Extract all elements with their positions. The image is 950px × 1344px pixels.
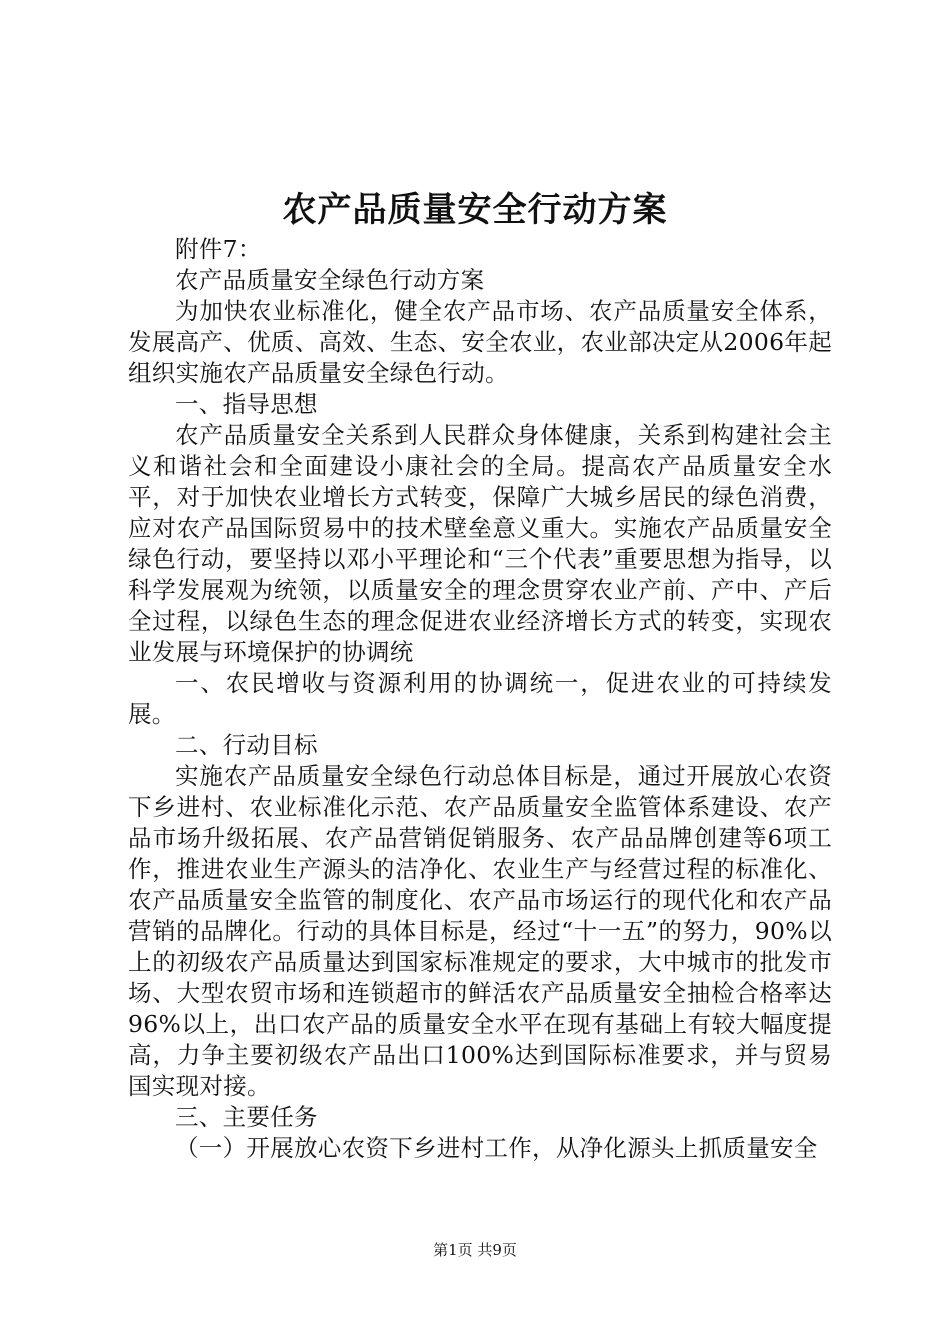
page-footer: 第1页 共9页 (433, 1241, 517, 1259)
paragraph-guiding-ideology: 农产品质量安全关系到人民群众身体健康，关系到构建社会主义和谐社会和全面建设小康社会的全局。提高农产品质量安全水平，对于加快农业增长方式转变，保障广大城乡居民的绿色消费，应对农产品国际贸易中的技术壁垒意义重大。实施农产品质量安全绿色行动，要坚持以邓小平理论和“三个代表”重要思想为指导，以科学发展观为统领，以质量安全的理念贯穿农业产前、产中、产后全过程，以绿色生态的理念促进农业经济增长方式的转变，实现农业发展与环境保护的协调统 (128, 421, 832, 666)
heading-guiding-ideology: 一、指导思想 (175, 390, 318, 418)
heading-action-goals: 二、行动目标 (175, 731, 318, 759)
paragraph-subtitle: 农产品质量安全绿色行动方案 (175, 266, 485, 294)
heading-main-tasks: 三、主要任务 (175, 1103, 318, 1131)
paragraph-attachment: 附件7： (175, 235, 262, 263)
paragraph-guiding-continued: 一、农民增收与资源利用的协调统一，促进农业的可持续发展。 (128, 669, 832, 728)
paragraph-task-one: （一）开展放心农资下乡进村工作，从净化源头上抓质量安全 (175, 1134, 818, 1162)
document-body (128, 234, 832, 1164)
paragraph-intro: 为加快农业标准化，健全农产品市场、农产品质量安全体系，发展高产、优质、高效、生态、安全农业，农业部决定从2006年起组织实施农产品质量安全绿色行动。 (128, 297, 832, 387)
document-title: 农产品质量安全行动方案 (282, 190, 668, 230)
paragraph-action-goals: 实施农产品质量安全绿色行动总体目标是，通过开展放心农资下乡进村、农业标准化示范、农产品质量安全监管体系建设、农产品市场升级拓展、农产品营销促销服务、农产品品牌创建等6项工作，推进农业生产源头的洁净化、农业生产与经营过程的标准化、农产品质量安全监管的制度化、农产品市场运行的现代化和农产品营销的品牌化。行动的具体目标是，经过“十一五”的努力，90%以上的初级农产品质量达到国家标准规定的要求，大中城市的批发市场、大型农贸市场和连锁超市的鲜活农产品质量安全抽检合格率达96%以上，出口农产品的质量安全水平在现有基础上有较大幅度提高，力争主要初级农产品出口100%达到国际标准要求，并与贸易国实现对接。 (128, 762, 832, 1100)
